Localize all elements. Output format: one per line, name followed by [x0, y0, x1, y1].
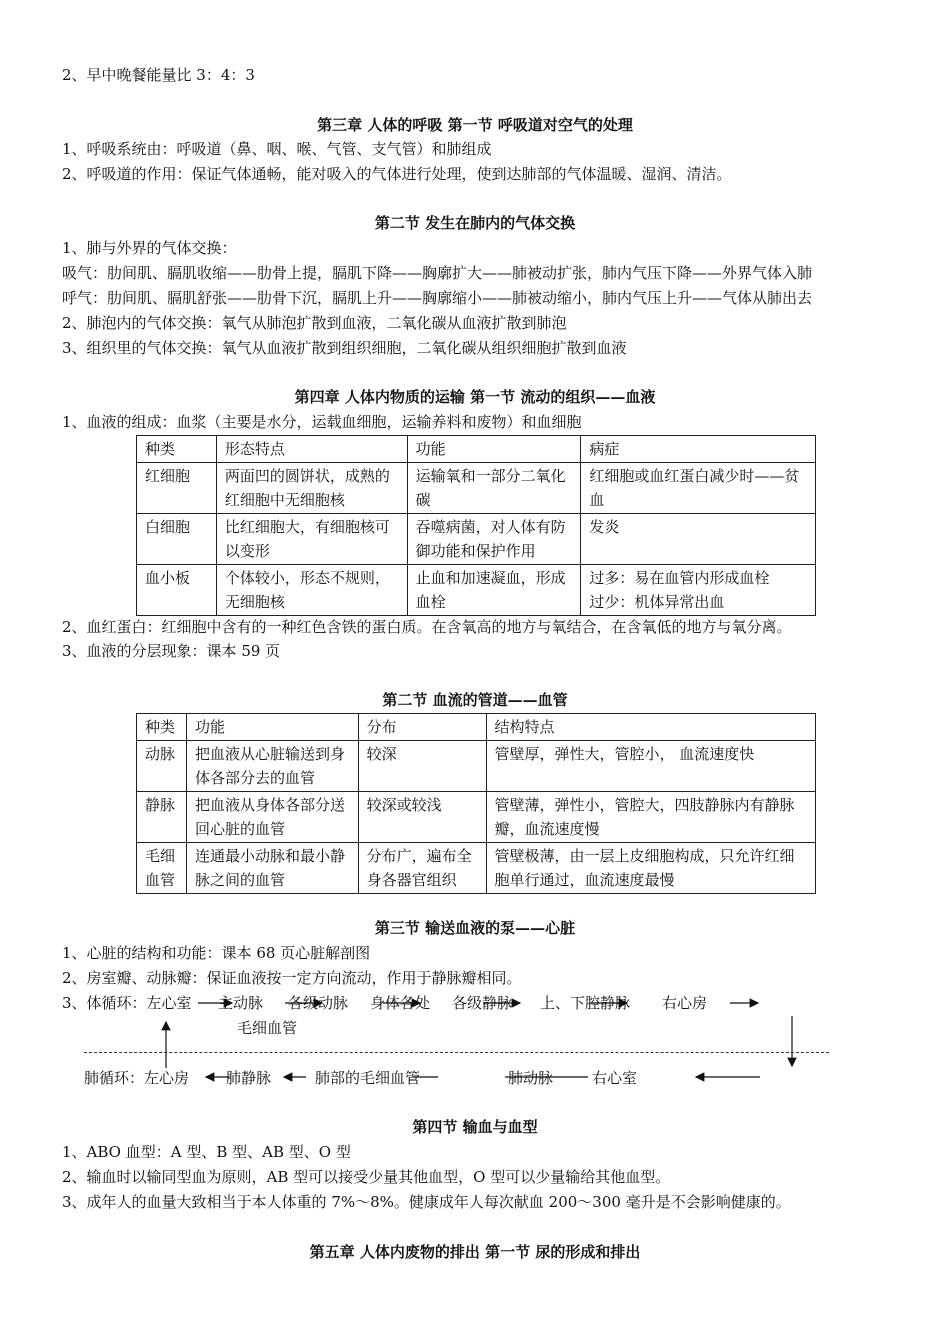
table-row — [137, 463, 816, 514]
pulmonary-circulation-label: 肺循环：左心房 — [84, 1069, 190, 1087]
table-cell: 管壁厚，弹性大，管腔小， 血流速度快 — [486, 741, 816, 792]
ch4-line-1: 1、血液的组成：血浆（主要是水分，运载血细胞，运输养料和废物）和血细胞 — [62, 413, 582, 431]
body-circulation-label: 3、体循环：左心室 — [62, 994, 192, 1012]
ch4-sec3-heading: 第三节 输送血液的泵——心脏 — [374, 919, 576, 937]
divider-dashed-line — [84, 1052, 829, 1053]
table-header-cell: 种类 — [137, 714, 187, 741]
table-header-cell: 分布 — [358, 714, 486, 741]
ch3-sec2-line-2: 吸气：肋间肌、膈肌收缩——肋骨上提，膈肌下降——胸廓扩大——肺被动扩张，肺内气压下降——外界气体入肺 — [62, 264, 813, 282]
table-cell: 连通最小动脉和最小静脉之间的血管 — [186, 843, 358, 894]
chapter5-heading: 第五章 人体内废物的排出 第一节 尿的形成和排出 — [309, 1243, 641, 1261]
body-step-body-parts: 身体各处 — [370, 994, 431, 1012]
intro-line: 2、早中晚餐能量比 3：4：3 — [62, 66, 255, 84]
table-cell: 把血液从身体各部分送回心脏的血管 — [186, 792, 358, 843]
blood-cell-table — [136, 435, 816, 616]
ch4-sec3-line-2: 2、房室瓣、动脉瓣：保证血液按一定方向流动，作用于静脉瓣相同。 — [62, 969, 522, 987]
ch4-line-3: 3、血液的分层现象：课本 59 页 — [62, 642, 281, 660]
table-cell: 较深 — [358, 741, 486, 792]
table-header-cell: 病症 — [581, 436, 816, 463]
ch3-sec2-line-3: 呼气：肋间肌、膈肌舒张——肋骨下沉，膈肌上升——胸廓缩小——肺被动缩小，肺内气压上升——气体从肺出去 — [62, 289, 813, 307]
blood-vessel-table — [136, 713, 816, 894]
table-cell: 比红细胞大，有细胞核可以变形 — [216, 514, 407, 565]
table-cell: 两面凹的圆饼状，成熟的红细胞中无细胞核 — [216, 463, 407, 514]
pulmonary-step-pulmonary-artery: 肺动脉 — [508, 1069, 554, 1087]
table-cell: 管壁极薄，由一层上皮细胞构成，只允许红细胞单行通过，血流速度最慢 — [486, 843, 816, 894]
ch4-sec4-line-3: 3、成年人的血量大致相当于本人体重的 7%～8%。健康成年人每次献血 200～300 毫升是不会影响健康的。 — [62, 1193, 791, 1211]
table-cell: 静脉 — [137, 792, 187, 843]
table-cell: 分布广，遍布全身各器官组织 — [358, 843, 486, 894]
table-cell: 吞噬病菌，对人体有防御功能和保护作用 — [407, 514, 581, 565]
ch4-sec3-line-1: 1、心脏的结构和功能：课本 68 页心脏解剖图 — [62, 944, 371, 962]
table-row — [137, 565, 816, 616]
pulmonary-step-pulmonary-vein: 肺静脉 — [226, 1069, 272, 1087]
chapter3-heading: 第三章 人体的呼吸 第一节 呼吸道对空气的处理 — [317, 116, 633, 134]
ch4-sec2-heading: 第二节 血流的管道——血管 — [382, 691, 568, 709]
table-cell: 红细胞 — [137, 463, 217, 514]
table-cell: 血小板 — [137, 565, 217, 616]
ch3-sec2-line-5: 3、组织里的气体交换：氧气从血液扩散到组织细胞，二氧化碳从组织细胞扩散到血液 — [62, 339, 627, 357]
body-step-aorta: 主动脉 — [218, 994, 264, 1012]
ch4-sec4-line-1: 1、ABO 血型：A 型、B 型、AB 型、O 型 — [62, 1143, 351, 1161]
pulmonary-step-lung-capillaries: 肺部的毛细血管 — [315, 1069, 421, 1087]
ch3-sec2-line-4: 2、肺泡内的气体交换：氧气从肺泡扩散到血液，二氧化碳从血液扩散到肺泡 — [62, 314, 567, 332]
table-header-row — [137, 436, 816, 463]
ch4-sec4-line-2: 2、输血时以输同型血为原则，AB 型可以接受少量其他血型，O 型可以少量输给其他血型。 — [62, 1168, 671, 1186]
table-header-row — [137, 714, 816, 741]
ch3-line-1: 1、呼吸系统由：呼吸道（鼻、咽、喉、气管、支气管）和肺组成 — [62, 140, 492, 158]
table-header-cell: 功能 — [186, 714, 358, 741]
ch4-line-2: 2、血红蛋白：红细胞中含有的一种红色含铁的蛋白质。在含氧高的地方与氧结合，在含氧低的地方与氧分离。 — [62, 618, 792, 636]
table-header-cell: 形态特点 — [216, 436, 407, 463]
table-cell: 白细胞 — [137, 514, 217, 565]
table-row — [137, 843, 816, 894]
table-row — [137, 741, 816, 792]
table-cell: 发炎 — [581, 514, 816, 565]
table-cell: 运输氧和一部分二氧化碳 — [407, 463, 581, 514]
body-step-arteries: 各级动脉 — [288, 994, 349, 1012]
table-cell: 把血液从心脏输送到身体各部分去的血管 — [186, 741, 358, 792]
table-row — [137, 514, 816, 565]
table-cell: 过多：易在血管内形成血栓 过少：机体异常出血 — [581, 565, 816, 616]
table-cell: 动脉 — [137, 741, 187, 792]
table-header-cell: 功能 — [407, 436, 581, 463]
table-cell: 红细胞或血红蛋白减少时——贫血 — [581, 463, 816, 514]
table-cell: 较深或较浅 — [358, 792, 486, 843]
table-cell: 个体较小，形态不规则，无细胞核 — [216, 565, 407, 616]
capillary-label: 毛细血管 — [237, 1019, 298, 1037]
body-step-veins: 各级静脉 — [452, 994, 513, 1012]
table-cell: 管壁薄，弹性小，管腔大，四肢静脉内有静脉瓣，血流速度慢 — [486, 792, 816, 843]
table-cell: 止血和加速凝血，形成血栓 — [407, 565, 581, 616]
table-header-cell: 种类 — [137, 436, 217, 463]
table-row — [137, 792, 816, 843]
ch3-sec2-heading: 第二节 发生在肺内的气体交换 — [374, 214, 576, 232]
ch3-line-2: 2、呼吸道的作用：保证气体通畅，能对吸入的气体进行处理，使到达肺部的气体温暖、湿润、清洁。 — [62, 165, 732, 183]
ch4-sec4-heading: 第四节 输血与血型 — [412, 1118, 538, 1136]
body-step-right-atrium: 右心房 — [662, 994, 708, 1012]
pulmonary-step-right-ventricle: 右心室 — [592, 1069, 638, 1087]
table-header-cell: 结构特点 — [486, 714, 816, 741]
ch3-sec2-line-1: 1、肺与外界的气体交换： — [62, 239, 237, 257]
body-step-vena-cava: 上、下腔静脉 — [540, 994, 631, 1012]
chapter4-heading: 第四章 人体内物质的运输 第一节 流动的组织——血液 — [294, 388, 656, 406]
table-cell: 毛细血管 — [137, 843, 187, 894]
